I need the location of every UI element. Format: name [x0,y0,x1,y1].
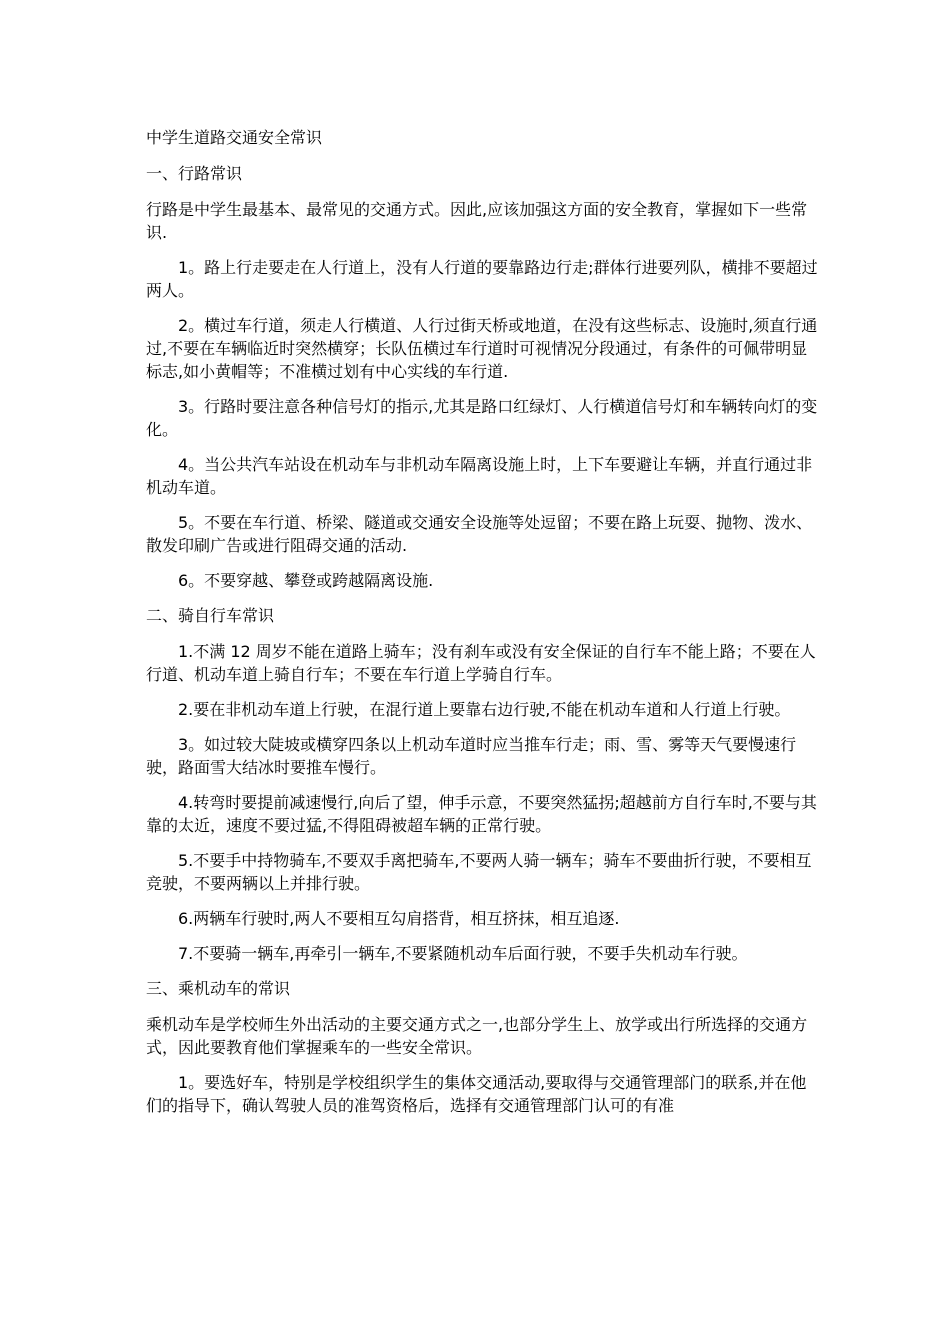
section-intro-vehicle: 乘机动车是学校师生外出活动的主要交通方式之一,也部分学生上、放学或出行所选择的交通方式，因此要教育他们掌握乘车的一些安全常识。 [146,1015,808,1057]
list-item: 1。路上行走要走在人行道上，没有人行道的要靠路边行走;群体行进要列队，横排不要超过两人。 [146,258,818,300]
list-item: 3。行路时要注意各种信号灯的指示,尤其是路口红绿灯、人行横道信号灯和车辆转向灯的变化。 [146,397,818,439]
section-heading-vehicle: 三、乘机动车的常识 [146,979,291,998]
section-intro-walking: 行路是中学生最基本、最常见的交通方式。因此,应该加强这方面的安全教育，掌握如下一些常识. [146,200,808,242]
list-item: 4。当公共汽车站设在机动车与非机动车隔离设施上时，上下车要避让车辆，并直行通过非机动车道。 [146,455,813,497]
list-item: 7.不要骑一辆车,再牵引一辆车,不要紧随机动车后面行驶，不要手失机动车行驶。 [178,944,748,963]
list-item: 2.要在非机动车道上行驶，在混行道上要靠右边行驶,不能在机动车道和人行道上行驶。 [178,700,791,719]
list-item: 4.转弯时要提前减速慢行,向后了望，伸手示意，不要突然猛拐;超越前方自行车时,不要与其靠的太近，速度不要过猛,不得阻碍被超车辆的正常行驶。 [146,793,817,835]
document-page [146,126,818,1129]
section-heading-cycling: 二、骑自行车常识 [146,606,275,625]
list-item: 1。要选好车，特别是学校组织学生的集体交通活动,要取得与交通管理部门的联系,并在他们的指导下，确认驾驶人员的准驾资格后，选择有交通管理部门认可的有准 [146,1073,807,1115]
document-title: 中学生道路交通安全常识 [146,128,323,147]
list-item: 5.不要手中持物骑车,不要双手离把骑车,不要两人骑一辆车；骑车不要曲折行驶，不要相互竞驶，不要两辆以上并排行驶。 [146,851,812,893]
section-heading-walking: 一、行路常识 [146,164,243,183]
list-item: 2。横过车行道，须走人行横道、人行过街天桥或地道，在没有这些标志、设施时,须直行通过,不要在车辆临近时突然横穿；长队伍横过车行道时可视情况分段通过，有条件的可佩带明显标志,如小黄帽等；不准横过划有中心实线的车行道. [146,316,818,381]
list-item: 5。不要在车行道、桥梁、隧道或交通安全设施等处逗留；不要在路上玩耍、抛物、泼水、散发印刷广告或进行阻碍交通的活动. [146,513,813,555]
list-item: 6.两辆车行驶时,两人不要相互勾肩搭背，相互挤抹，相互追逐. [178,909,620,928]
list-item: 6。不要穿越、攀登或跨越隔离设施. [178,571,434,590]
list-item: 3。如过较大陡坡或横穿四条以上机动车道时应当推车行走；雨、雪、雾等天气要慢速行驶，路面雪大结冰时要推车慢行。 [146,735,797,777]
list-item: 1.不满 12 周岁不能在道路上骑车；没有刹车或没有安全保证的自行车不能上路；不要在人行道、机动车道上骑自行车；不要在车行道上学骑自行车。 [146,642,816,684]
